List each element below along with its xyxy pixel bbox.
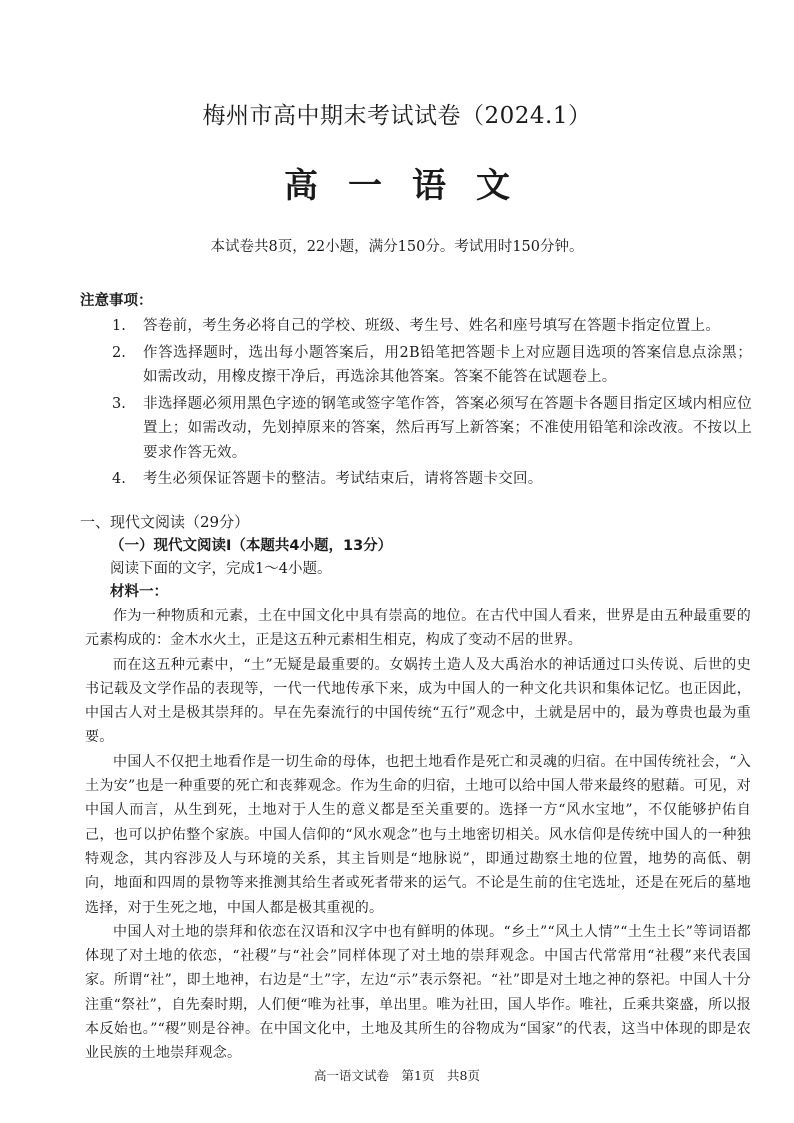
- exam-title: 梅州市高中期末考试试卷（2024.1）: [202, 103, 592, 129]
- material-label: 材料一：: [110, 584, 168, 600]
- notice-number: 1.: [112, 318, 126, 334]
- sub-section-heading: （一）现代文阅读Ⅰ（本题共4小题，13分）: [110, 538, 393, 554]
- exam-info: 本试卷共8页，22小题，满分150分。考试用时150分钟。: [210, 239, 584, 255]
- notice-number: 4.: [112, 471, 126, 487]
- material-body: [85, 604, 751, 1066]
- paragraph: 中国人对土地的崇拜和依恋在汉语和汉字中也有鲜明的体现。“乡土”“风土人情”“土生土长”等词语都体现了对土地的依恋，“社稷”与“社会”同样体现了对土地的崇拜观念。中国古代常常用“社稷”来代表国家。所谓“社”，即土地神，右边是“土”字，左边“示”表示祭祀。“社”即是对土地之神的祭祀。中国人十分注重“祭社”，自先秦时期，人们便“唯为社事，单出里。唯为社田，国人毕作。唯社，丘乘共粢盛，所以报本反始也。”“稷”则是谷神。在中国文化中，土地及其所生的谷物成为“国家”的代表，这当中体现的即是农业民族的土地崇拜观念。: [85, 923, 751, 1062]
- notice-number: 2.: [112, 344, 126, 361]
- page-footer: 高一语文试卷 第1页 共8页: [314, 1068, 480, 1083]
- notice-text: 答卷前，考生务必将自己的学校、班级、考生号、姓名和座号填写在答题卡指定位置上。: [143, 318, 721, 334]
- notice-number: 3.: [112, 395, 126, 412]
- paragraph: 作为一种物质和元素，土在中国文化中具有崇高的地位。在古代中国人看来，世界是由五种最重要的元素构成的：金木水火土，正是这五种元素相生相克，构成了变动不居的世界。: [85, 608, 751, 649]
- notice-text: 非选择题必须用黑色字迹的钢笔或签字笔作答，答案必须写在答题卡各题目指定区域内相应位置上；如需改动，先划掉原来的答案，然后再写上新答案；不准使用铅笔和涂改液。不按以上要求作答无效。: [143, 395, 752, 461]
- paragraph: 中国人不仅把土地看作是一切生命的母体，也把土地看作是死亡和灵魂的归宿。在中国传统社会，“入土为安”也是一种重要的死亡和丧葬观念。作为生命的归宿，土地可以给中国人带来最终的慰藉。可见，对中国人而言，从生到死，土地对于人生的意义都是至关重要的。选择一方“风水宝地”，不仅能够护佑自己，也可以护佑整个家族。中国人信仰的“风水观念”也与土地密切相关。风水信仰是传统中国人的一种独特观念，其内容涉及人与环境的关系，其主旨则是“地脉说”，即通过勘察土地的位置，地势的高低、朝向，地面和四周的景物等来推测其给生者或死者带来的运气。不论是生前的住宅选址，还是在死后的墓地选择，对于生死之地，中国人都是极其重视的。: [85, 753, 751, 916]
- notice-item-2: [112, 341, 752, 390]
- notice-heading: 注意事项：: [80, 293, 153, 309]
- notice-item-1: [112, 314, 752, 339]
- paragraph: 而在这五种元素中，“土”无疑是最重要的。女娲抟土造人及大禹治水的神话通过口头传说、后世的史书记载及文学作品的表现等，一代一代地传承下来，成为中国人的一种文化共识和集体记忆。也正因此，中国古人对土是极其崇拜的。早在先秦流行的中国传统“五行”观念中，土就是居中的，最为尊贵也最为重要。: [85, 656, 751, 746]
- notice-list: [112, 314, 752, 494]
- notice-item-3: [112, 392, 752, 466]
- notice-item-4: [112, 467, 752, 492]
- reading-instruction: 阅读下面的文字，完成1～4小题。: [110, 561, 332, 577]
- section-heading: 一、现代文阅读（29分）: [80, 513, 250, 531]
- notice-text: 考生必须保证答题卡的整洁。考试结束后，请将答题卡交回。: [143, 471, 543, 487]
- notice-text: 作答选择题时，选出每小题答案后，用2B铅笔把答题卡上对应题目选项的答案信息点涂黑；如需改动，用橡皮擦干净后，再选涂其他答案。答案不能答在试题卷上。: [143, 344, 752, 385]
- subject-title: 高一语文: [284, 166, 540, 206]
